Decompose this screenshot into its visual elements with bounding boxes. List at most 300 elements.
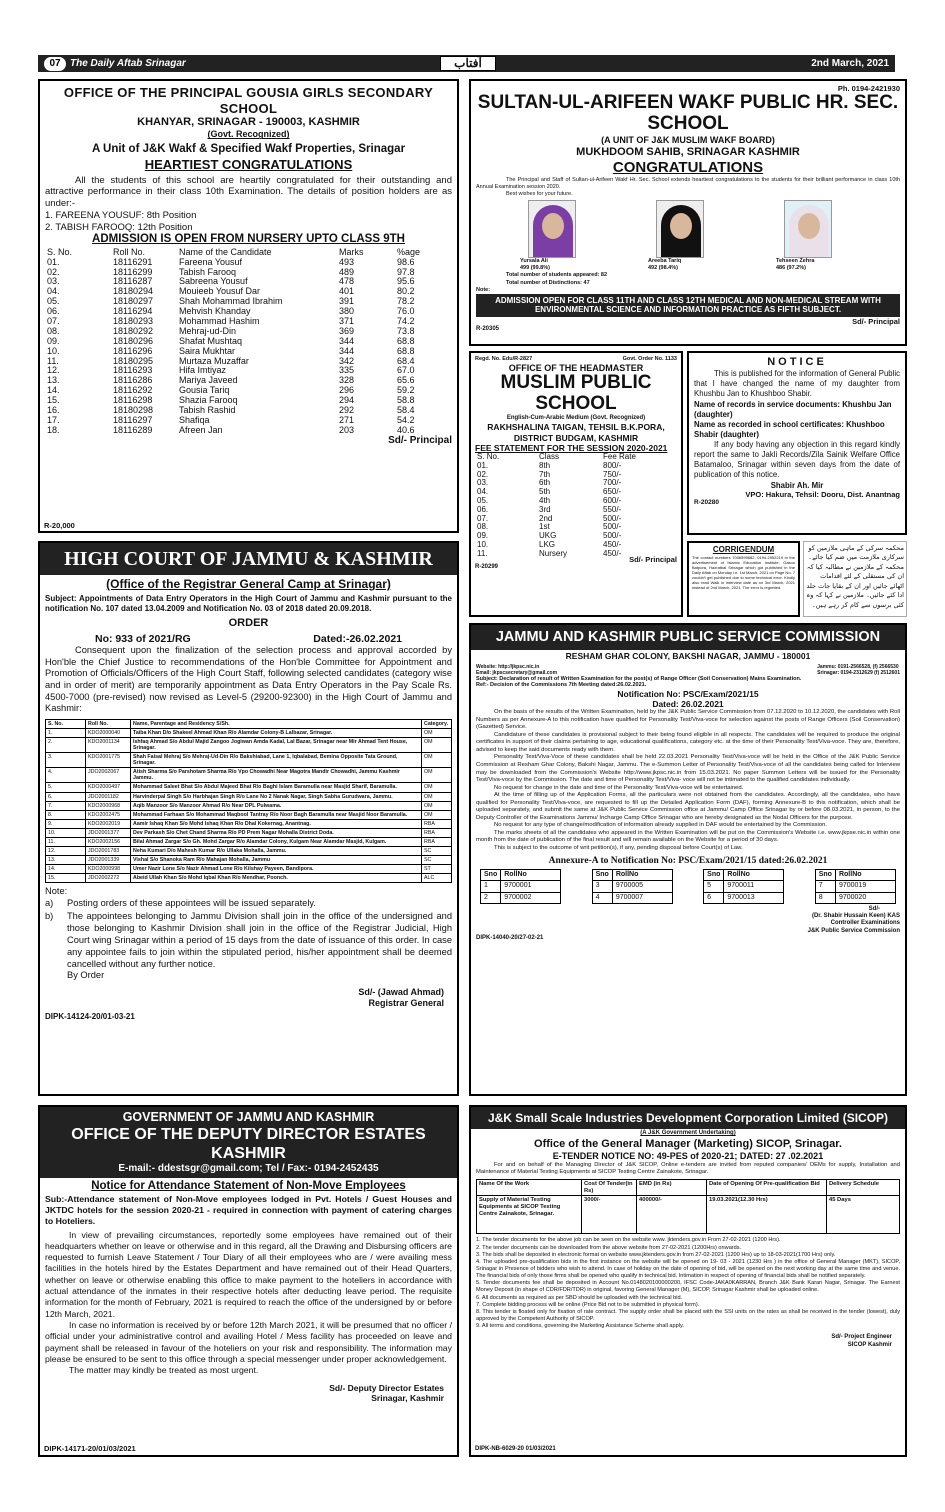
table-cell: 18180293 bbox=[113, 316, 154, 326]
jkpsc-sign-3: J&K Public Service Commission bbox=[807, 927, 900, 934]
table-cell: Bilal Ahmad Zargar S/o Gh. Mohd Zargar R/o Alamdar Colony, Kulgam Near Alamdar Masjid, Kulgam. bbox=[131, 837, 422, 846]
table-cell: 74.2 bbox=[397, 316, 415, 326]
jkpsc-email: Email: jkpscsecretary@gmail.com bbox=[476, 669, 558, 676]
sultan-ref: R-20305 bbox=[476, 326, 500, 333]
high-court-sub: (Office of the Registrar General Camp at Srinagar) bbox=[106, 577, 391, 591]
table-cell: 58.4 bbox=[397, 405, 415, 416]
table-cell: 2nd bbox=[539, 513, 553, 523]
corrigendum-body: The contact numbers 7006599682, 0194-2952219 in the advertisement of Islamic Education Institute, Gasoo Batpora, Hazratbal Srinagar which got published in the Daily Aftab on Monday i.e. 1st March, 2021 on Page No. 7 couldn't get published due to some technical error. Kindly also read Walk in interview date as on 3rd March, 2021 instead of 2nd March, 2021. The error is regretted. bbox=[692, 554, 795, 590]
table-cell: JDO2001783 bbox=[86, 847, 131, 856]
table-cell: Vishal S/o Shanoka Ram R/o Mahajan Mohalla, Jammu bbox=[131, 856, 422, 865]
sultan-note: Note: bbox=[476, 286, 491, 293]
table-row bbox=[592, 892, 672, 903]
sultan-title: SULTAN-UL-ARIFEEN WAKF PUBLIC HR. SEC. SCHOOL bbox=[477, 92, 899, 134]
table-header-row bbox=[815, 869, 895, 880]
jkpsc-sign-1: (Dr. Shabir Hussain Keen) KAS bbox=[811, 913, 900, 920]
table-cell: 10. bbox=[47, 345, 60, 356]
jkpsc-sign-2: Controller Examinations bbox=[830, 920, 900, 927]
table-row bbox=[704, 892, 784, 903]
table-cell: Mohammad Saleet Bhat S/o Abdul Majeed Bhat R/o Baghi Islam Baramulla near Masjid Sharif, Baramulla. bbox=[131, 783, 422, 792]
table-row bbox=[815, 892, 895, 903]
table-cell: 11. bbox=[46, 837, 86, 846]
col-header: Date of Opening Of Pre-qualification Bid bbox=[707, 1180, 827, 1196]
table-row bbox=[45, 258, 452, 268]
table-cell: 98.6 bbox=[397, 256, 415, 267]
table-header-row bbox=[704, 869, 784, 880]
table-header-row bbox=[475, 453, 677, 462]
issue-date: 2nd March, 2021 bbox=[811, 57, 889, 69]
table-cell: 68.8 bbox=[397, 335, 415, 346]
table-cell: LKG bbox=[539, 539, 556, 549]
table-row bbox=[45, 337, 452, 347]
sicop-tender-table bbox=[476, 1179, 900, 1234]
topper-score: 486 (97.2%) bbox=[776, 265, 806, 272]
col-header: Sno bbox=[592, 869, 612, 880]
table-cell: 95.6 bbox=[397, 276, 415, 287]
table-cell: KDO2002475 bbox=[86, 810, 131, 819]
table-row bbox=[475, 515, 677, 524]
notice-body-2: Name of records in service documents: Khushbu Jan (daughter) bbox=[694, 399, 892, 419]
table-cell: Dev Parkash S/o Chet Chand Sharma R/o PD Prem Nagar Mohalla District Doda. bbox=[131, 828, 422, 837]
table-cell: 3. bbox=[46, 753, 86, 768]
table-cell: 01. bbox=[47, 256, 60, 267]
table-row bbox=[475, 471, 677, 480]
table-cell: 18180296 bbox=[113, 335, 154, 346]
high-court-ad bbox=[38, 541, 459, 1096]
table-cell: Taiba Khan D/o Shakeel Ahmad Khan R/o Alamdar Colony-B Lalbazar, Srinagar. bbox=[131, 728, 422, 737]
table-cell: 08. bbox=[47, 325, 60, 336]
appointees-table bbox=[45, 719, 452, 883]
jkpsc-phone-srinagar: Srinagar: 0194-2312629 (f) 2512601 bbox=[817, 669, 900, 676]
jkpsc-address: RESHAM GHAR COLONY, BAKSHI NAGAR, JAMMU - 180001 bbox=[565, 651, 811, 662]
sicop-point: 7. Complete bidding process will be online (Price Bid not to be submitted in physical form). bbox=[476, 1301, 700, 1308]
table-cell: 09. bbox=[47, 335, 60, 346]
sicop-point: 2. The tender documents can be downloaded from the above website from 27-02-2021 (1200Hrs) onwards. bbox=[476, 1244, 742, 1251]
notice-body-4: If any body having any objection in this regard kindly report the same to Jakli Records/Zila Sainik Welfare Office Batamaloo, Srinagar within seven days from the date of publication of this notice. bbox=[694, 440, 900, 480]
table-row bbox=[45, 406, 452, 416]
annexure-tables bbox=[476, 867, 900, 906]
table-cell: 391 bbox=[339, 296, 355, 307]
table-cell: KDO2002019 bbox=[86, 819, 131, 828]
table-cell: 14. bbox=[46, 865, 86, 874]
by-order: By Order bbox=[67, 969, 105, 980]
table-cell: 271 bbox=[339, 414, 355, 425]
topper-score: 492 (98.4%) bbox=[648, 265, 678, 272]
order-date: Dated:-26.02.2021 bbox=[313, 632, 402, 645]
table-row bbox=[45, 317, 452, 327]
table-cell: Fareena Yousuf bbox=[179, 256, 243, 267]
table-cell: 650/- bbox=[603, 487, 622, 497]
table-cell: 342 bbox=[339, 355, 355, 366]
annex-sno: 7 bbox=[815, 881, 835, 892]
table-row bbox=[46, 828, 452, 837]
table-cell: 07. bbox=[47, 316, 60, 326]
urdu-news-snippet bbox=[803, 541, 907, 617]
table-cell: Atish Sharma S/o Parshotam Sharma R/o Vpo Chowadhi Near Magotra Mandir Chowadhi, Jammu Kashmir Jammu. bbox=[131, 768, 422, 783]
table-cell: 600/- bbox=[603, 495, 622, 505]
table-cell: JDO2001377 bbox=[86, 828, 131, 837]
table-cell: 500/- bbox=[603, 513, 622, 523]
estates-contact: E-mail:- ddestsgr@gmail.com; Tel / Fax:- 0194-2452435 bbox=[118, 1163, 379, 1175]
table-cell: 489 bbox=[339, 266, 355, 277]
table-row bbox=[46, 865, 452, 874]
table-cell: 09. bbox=[477, 531, 489, 541]
table-cell: 78.2 bbox=[397, 296, 415, 307]
annex-roll-no: 9700011 bbox=[724, 881, 784, 892]
table-row bbox=[45, 357, 452, 367]
table-cell: 335 bbox=[339, 365, 355, 376]
table-cell: SC bbox=[422, 847, 452, 856]
jkpsc-para: Candidature of these candidates is provisional subject to their being found eligible in all respects. The candidates will be required to produce the original certificates in support of their claims pertaining to age, educational qualifications, category etc. at the time of their Personality Test/Viva-voce. They are, therefore, advised to keep the said documents ready with them. bbox=[476, 731, 900, 753]
table-row bbox=[475, 541, 677, 550]
estates-govt: GOVERNMENT OF JAMMU AND KASHMIR bbox=[122, 1110, 375, 1124]
table-cell: Mehvish Khanday bbox=[179, 306, 251, 317]
annex-sno: 3 bbox=[592, 881, 612, 892]
high-court-note: Note: bbox=[45, 886, 68, 897]
table-cell: Mehraj-ud-Din bbox=[179, 325, 237, 336]
topper-card bbox=[776, 200, 856, 272]
table-cell: 76.0 bbox=[397, 306, 415, 317]
estates-para-1: In view of prevailing circumstances, reportedly some employees have remained out of their headquarters whether on leave or otherwise and in this regard, all the Drawing and Disbursing officers are requested to furnish Leave Statement / Tour Diary of all their employees who are / were availing mess facilities in the hotels hired by the Estates Department and have remained out of their Head Quarters, whether on leave or otherwise enabling this office to make payment to the hoteliers in accordance with actual attendance of the inmates in their respective hotels after deducting leave period. The requisite information for the month of February, 2021 is required to reach the office of the undersigned by or before 12th March, 2021. bbox=[45, 1229, 452, 1319]
sicop-point: 3. The bids shall be deposited in electronic format on website www.jktenders.gov.in from 27-02-2021 (1200 Hrs) up to 18-03-2021(1700 Hrs) only. bbox=[476, 1251, 836, 1258]
sicop-point: 4. The uploaded pre-qualification bids in the first instance on the website will be opened on 19- 03 - 2021 (1230 Hrs ) in the office of General Manager (MKT), SICOP, Srinagar in Presence of bidders who wish to attend. In case of holiday on the date of opening of bid, will be opened on the next working day at the same time and venue. The financial bids of only those firms shall be opened who qualify in technical bid. Intimation in respect of opening of financial bids shall be notified separately. bbox=[476, 1258, 900, 1280]
table-cell: 18116298 bbox=[113, 395, 153, 406]
table-cell: JDO2002272 bbox=[86, 874, 131, 883]
table-cell: 750/- bbox=[603, 469, 622, 479]
table-cell: 01. bbox=[477, 460, 489, 470]
table-cell: 03. bbox=[477, 478, 489, 488]
table-cell: 15. bbox=[47, 395, 60, 406]
table-row bbox=[45, 327, 452, 337]
table-cell: 02. bbox=[477, 469, 489, 479]
table-header-row bbox=[481, 869, 561, 880]
table-cell: 500/- bbox=[603, 522, 622, 532]
table-cell: KDO2000968 bbox=[86, 801, 131, 810]
estates-sub: Sub:-Attendance statement of Non-Move employees lodged in Pvt. Hotels / Guest Houses and JKTDC hotels for the session 2020-21 - required in connection with payment of catering charges to Hoteliers. bbox=[45, 1194, 452, 1227]
table-cell: 344 bbox=[339, 345, 355, 356]
sultan-body: The Principal and Staff of Sultan-ul-Arifeen Wakf Hr. Sec. School extends heartiest congratulations to the students for their brilliant performance in class 10th Annual Examination session 2020. bbox=[476, 176, 900, 190]
table-cell: 493 bbox=[339, 256, 355, 267]
sicop-ref: DIPK-NB-6029-20 01/03/2021 bbox=[475, 1445, 556, 1452]
header-left bbox=[44, 57, 186, 71]
jkpsc-ad bbox=[469, 623, 907, 1096]
table-cell: 12. bbox=[46, 847, 86, 856]
table-row bbox=[45, 376, 452, 386]
jkpsc-title: JAMMU AND KASHMIR PUBLIC SERVICE COMMISSION bbox=[471, 625, 905, 650]
jkpsc-phone-jammu: Jammu: 0191-2566528, (f) 2566530 bbox=[817, 663, 899, 670]
note-b-marker: b) bbox=[45, 910, 54, 921]
gousia-body: All the students of this school are heartily congratulated for their outstanding and attractive performance in their class 10th Examination. The details of position holders are as under:- bbox=[45, 174, 452, 210]
jkpsc-para: No request for any type of change/modification of information already supplied in DAF would be entertained by the Commission. bbox=[494, 822, 828, 829]
table-cell: 11. bbox=[477, 548, 488, 558]
high-court-order-line bbox=[45, 633, 452, 646]
table-cell: 40.6 bbox=[397, 424, 415, 435]
fee-table bbox=[475, 453, 677, 559]
table-cell: KDO2000040 bbox=[86, 728, 131, 737]
table-cell: 380 bbox=[339, 306, 355, 317]
sicop-point: 1. The tender documents for the above job can be seen on the website www. jktenders.gov.in From 27-02-2021 (1200 Hrs). bbox=[476, 1237, 781, 1244]
annex-roll-no: 9700001 bbox=[501, 881, 561, 892]
table-cell: 73.8 bbox=[397, 325, 415, 336]
table-row bbox=[475, 488, 677, 497]
annex-roll-no: 9700019 bbox=[835, 881, 895, 892]
table-cell: 4. bbox=[46, 768, 86, 783]
col-header: Roll No. bbox=[86, 719, 131, 728]
gousia-recognized: (Govt. Recognized) bbox=[207, 129, 290, 140]
estates-notice: Notice for Attendance Statement of Non-Move Employees bbox=[91, 1180, 406, 1193]
estates-ref: DIPK-14171-20/01/03/2021 bbox=[44, 1444, 136, 1453]
col-header: Delivery Schedule bbox=[827, 1180, 900, 1196]
col-header: Marks bbox=[339, 246, 364, 257]
cell-delivery: 45 Days bbox=[827, 1196, 900, 1234]
table-cell: 06. bbox=[477, 504, 489, 514]
sultan-wishes: Best wishes for your future. bbox=[506, 191, 573, 198]
cell-emd: 400000/- bbox=[637, 1196, 707, 1234]
table-cell: 296 bbox=[339, 385, 355, 396]
note-a-marker: a) bbox=[45, 898, 54, 909]
table-cell: 15. bbox=[46, 874, 86, 883]
annex-sno: 6 bbox=[704, 892, 724, 903]
table-cell: 3rd bbox=[539, 504, 551, 514]
col-header: RollNo bbox=[724, 869, 784, 880]
table-cell: 8. bbox=[46, 810, 86, 819]
col-header: Sno bbox=[704, 869, 724, 880]
col-header: Name Of the Work bbox=[477, 1180, 582, 1196]
table-cell: Aamir Ishaq Khan S/o Mohd Ishaq Khan R/o Dhal Kokernag, Anantnag. bbox=[131, 819, 422, 828]
table-row bbox=[475, 523, 677, 532]
table-header-row bbox=[592, 869, 672, 880]
table-cell: 65.6 bbox=[397, 375, 415, 386]
newspaper-logo: آفتاب bbox=[440, 56, 496, 71]
muslim-medium: English-Cum-Arabic Medium (Govt. Recognized) bbox=[506, 415, 646, 422]
page-number: 07 bbox=[44, 57, 66, 71]
table-cell: 58.8 bbox=[397, 395, 415, 406]
topper-name: Tehseen Zehra bbox=[776, 258, 815, 265]
annex-roll-no: 9700007 bbox=[612, 892, 672, 903]
table-row bbox=[46, 819, 452, 828]
sultan-phone: Ph. 0194-2421930 bbox=[837, 84, 900, 93]
table-cell: 97.8 bbox=[397, 266, 415, 277]
table-cell: 9. bbox=[46, 819, 86, 828]
table-row bbox=[46, 810, 452, 819]
table-cell: Shah Faisal Mehraj S/o Mehraj-Ud-Din R/o Bakshiabad, Lane 1, Iqbalabad, Bemina Opposite Tata Ground, Srinagar. bbox=[131, 753, 422, 768]
high-court-title: HIGH COURT OF JAMMU & KASHMIR bbox=[40, 543, 457, 575]
table-row bbox=[475, 462, 677, 471]
urdu-text: محکمہ سرکی کے ماہی ملازمین کو سرکاری ملازمت میں ضم کیا جائے۔ محکمہ کے ملازمین نے مطالبہ کیا کہ ان کی مستقلی کے لئے اقدامات اٹھائے جائیں اور ان کے بقایا جات جلد ادا کئے جائیں۔ ملازمین نے کہا کہ وہ کئی برسوں سے کام کر رہے ہیں۔ bbox=[806, 544, 904, 609]
sultan-admission: ADMISSION OPEN FOR CLASS 11TH AND CLASS 12TH MEDICAL AND NON-MEDICAL STREAM WITH ENVIRONMENTAL SCIENCE AND INFORMATION PRACTICE AS FIFTH SUBJECT. bbox=[476, 294, 900, 317]
table-row bbox=[46, 837, 452, 846]
col-header: S. No. bbox=[477, 451, 500, 461]
jkpsc-notification: Notification No: PSC/Exam/2021/15 bbox=[617, 688, 759, 699]
gousia-position-2: 2. TABISH FAROOQ: 12th Position bbox=[45, 221, 193, 233]
table-cell: ST bbox=[422, 865, 452, 874]
table-cell: 2. bbox=[46, 737, 86, 752]
jkpsc-para: On the basis of the results of the Written Examination, held by the J&K Public Service Commission from 07.12.2020 to 10.12.2020, the candidates with Roll Numbers as per Annexure-A to this notification have qualified for Personality Test/Viva-voce for selection against the posts of Range Officers (Soil Conservation) (Gazetted) Service. bbox=[476, 709, 900, 731]
table-cell: OM bbox=[422, 810, 452, 819]
table-cell: Tabish Farooq bbox=[179, 266, 237, 277]
jkpsc-contact-right bbox=[817, 664, 900, 676]
table-cell: 54.2 bbox=[397, 414, 415, 425]
annexure-table bbox=[815, 869, 896, 904]
table-row bbox=[46, 792, 452, 801]
table-cell: 700/- bbox=[603, 478, 622, 488]
table-cell: 03. bbox=[47, 276, 60, 287]
table-cell: 18116291 bbox=[113, 256, 153, 267]
muslim-regd-row bbox=[475, 356, 677, 363]
table-cell: 5th bbox=[539, 487, 551, 497]
table-row bbox=[46, 728, 452, 737]
sicop-intro: For and on behalf of the Managing Director of J&K SICOP, Online e-tenders are invited from reputed companies/ OEMs for supply, Installation and Maintenance of Material Testing Equipments at SICOP Testing Centre Zainakote, Srinagar. bbox=[476, 1161, 900, 1175]
muslim-title: MUSLIM PUBLIC SCHOOL bbox=[500, 372, 652, 415]
table-cell: 10. bbox=[477, 539, 489, 549]
table-cell: 18116289 bbox=[113, 424, 153, 435]
table-cell: 18116297 bbox=[113, 414, 153, 425]
table-row bbox=[477, 1196, 900, 1234]
table-cell: OM bbox=[422, 728, 452, 737]
table-cell: 203 bbox=[339, 424, 355, 435]
table-row bbox=[475, 479, 677, 488]
col-header: Name, Parentage and Residency S/Sh. bbox=[131, 719, 422, 728]
table-cell: 7. bbox=[46, 801, 86, 810]
table-cell: OM bbox=[422, 753, 452, 768]
table-cell: 5. bbox=[46, 783, 86, 792]
table-cell: SC bbox=[422, 856, 452, 865]
topper-card bbox=[520, 200, 600, 272]
col-header: RollNo bbox=[501, 869, 561, 880]
estates-title: OFFICE OF THE DEPUTY DIRECTOR ESTATES KASHMIR bbox=[71, 1126, 426, 1163]
sicop-tender: E-TENDER NOTICE NO: 49-PES of 2020-21; DATED: 27 .02.2021 bbox=[552, 1150, 824, 1161]
table-cell: Harvinderpal Singh S/o Harbhajan Singh R/o Lane No 2 Nanak Nagar, Singh Sabha Gurudwara, Jammu. bbox=[131, 792, 422, 801]
table-row bbox=[815, 881, 895, 892]
gousia-address: KHANYAR, SRINAGAR - 190003, KASHMIR bbox=[137, 116, 360, 129]
table-cell: RBA bbox=[422, 819, 452, 828]
topper-card bbox=[648, 200, 728, 272]
corrigendum-ad bbox=[687, 541, 800, 617]
table-cell: 18116287 bbox=[113, 276, 153, 287]
sultan-appeared: Total number of students appeared: 82 bbox=[506, 272, 608, 279]
table-cell: 450/- bbox=[603, 548, 622, 558]
newspaper-name: The Daily Aftab Srinagar bbox=[70, 57, 186, 69]
estates-sign-2: Srinagar, Kashmir bbox=[371, 1392, 444, 1403]
notice-body-3: Name as recorded in school certificates: Khushboo Shabir (daughter) bbox=[694, 419, 885, 439]
table-row bbox=[592, 881, 672, 892]
table-row bbox=[46, 847, 452, 856]
table-cell: RBA bbox=[422, 828, 452, 837]
jkpsc-para: No request for change in the date and time of the Personality Test/Viva-voce will be entertained. bbox=[494, 784, 744, 791]
gousia-sign: Sd/- Principal bbox=[388, 434, 452, 446]
table-cell: 7th bbox=[539, 469, 551, 479]
table-header-row bbox=[45, 248, 452, 258]
table-cell: 18180292 bbox=[113, 325, 154, 336]
sicop-point: 9. All terms and conditions, governing the Marketing Assistance Scheme shall apply. bbox=[476, 1323, 684, 1330]
table-cell: OM bbox=[422, 783, 452, 792]
sultan-sign: Sd/- Principal bbox=[852, 317, 900, 327]
gousia-title: OFFICE OF THE PRINCIPAL GOUSIA GIRLS SECONDARY SCHOOL bbox=[63, 85, 434, 116]
col-header: Cost Of Tender(in Rs) bbox=[582, 1180, 637, 1196]
muslim-address-1: RAKHSHALINA TAIGAN, TEHSIL B.K.PORA, bbox=[487, 422, 665, 433]
gousia-ref: R-20,000 bbox=[44, 521, 75, 530]
muslim-address-2: DISTRICT BUDGAM, KASHMIR bbox=[513, 432, 639, 443]
table-row bbox=[704, 881, 784, 892]
table-cell: Nursery bbox=[539, 548, 568, 558]
table-cell: Murtaza Muzaffar bbox=[179, 355, 249, 366]
table-cell: Sabreena Yousuf bbox=[179, 276, 248, 287]
table-cell: 18180297 bbox=[113, 296, 154, 307]
annex-sno: 8 bbox=[815, 892, 835, 903]
estates-ad bbox=[38, 1105, 459, 1457]
table-row bbox=[46, 753, 452, 768]
table-cell: 328 bbox=[339, 375, 355, 386]
table-cell: 1st bbox=[539, 522, 550, 532]
table-cell: 12. bbox=[47, 365, 60, 376]
table-cell: Ishfaq Ahmad S/o Abdul Majid Zangoo Jogiwan Amda Kadal, Lal Bazar, Srinagar near Mir Ahmad Tent House, Srinagar. bbox=[131, 737, 422, 752]
jkpsc-para: The marks sheets of all the candidates who appeared in the Written Examination will be put on the Commission's Website i.e. www.jkpse.nic.in within one month from the date of publication of the final result and will remain available on the Website for a period of 30 days. bbox=[476, 829, 900, 844]
table-cell: JDO2001182 bbox=[86, 792, 131, 801]
gousia-position-1: 1. FAREENA YOUSUF: 8th Position bbox=[45, 210, 197, 222]
table-row bbox=[45, 396, 452, 406]
sultan-address: MUKHDOOM SAHIB, SRINAGAR KASHMIR bbox=[576, 145, 800, 158]
muslim-sign: Sd/- Principal bbox=[629, 555, 677, 565]
gousia-school-ad bbox=[38, 79, 459, 533]
estates-para-3: The matter may kindly be treated as most urgent. bbox=[69, 1365, 259, 1376]
sicop-point: 6. All documents as required as per SBD should be uploaded with the technical bid. bbox=[476, 1294, 683, 1301]
annex-roll-no: 9700020 bbox=[835, 892, 895, 903]
col-header: %age bbox=[397, 246, 421, 257]
col-header: S. No. bbox=[47, 246, 73, 257]
table-cell: Saira Mukhtar bbox=[179, 345, 236, 356]
table-cell: 05. bbox=[477, 495, 489, 505]
table-cell: RBA bbox=[422, 837, 452, 846]
muslim-office: OFFICE OF THE HEADMASTER bbox=[508, 362, 644, 373]
annexure-table bbox=[480, 869, 561, 904]
high-court-sign-2: Registrar General bbox=[368, 997, 444, 1008]
col-header: S. No. bbox=[46, 719, 86, 728]
table-cell: 04. bbox=[47, 286, 60, 297]
table-cell: Shafat Mushtaq bbox=[179, 335, 243, 346]
col-header: RollNo bbox=[835, 869, 895, 880]
table-cell: 16. bbox=[47, 405, 60, 416]
table-cell: OM bbox=[422, 792, 452, 801]
annex-roll-no: 9700005 bbox=[612, 881, 672, 892]
note-b-text: The appointees belonging to Jammu Division shall join in the office of the undersigned and those belonging to Kashmir Division shall join in the office of the Registrar Judicial, High Court wing Srinagar within a period of 15 days from the date of issuance of this order. In case any appointee fails to join within the stipulated period, his/her appointment shall be deemed cancelled without any further notice. bbox=[67, 910, 452, 969]
table-cell: 18116293 bbox=[113, 365, 153, 376]
gousia-congrats: HEARTIEST CONGRATULATIONS bbox=[144, 156, 353, 172]
estates-para-2: In case no information is received by or before 12th March 2021, it will be presumed that no officer / official under your administrative control and availing Hotel / Mess facility has proceeded on leave and payment shall be released in favour of the hoteliers on your risk and responsibility. The information may please be ensured to be sent to this office through a special messenger under proper acknowledgement. bbox=[45, 1320, 452, 1364]
cell-cost: 3000/- bbox=[582, 1196, 637, 1234]
jkpsc-ref-line: Ref:- Decision of the Commissions 7th Meeting dated:26.02.2021. bbox=[476, 682, 647, 689]
table-cell: ALC bbox=[422, 874, 452, 883]
table-cell: Mohammad Hashim bbox=[179, 316, 260, 326]
table-cell: 6th bbox=[539, 478, 551, 488]
name-change-notice bbox=[687, 351, 907, 535]
jkpsc-annexure-title: Annexure-A to Notification No: PSC/Exam/2021/15 dated:26.02.2021 bbox=[548, 855, 828, 866]
table-cell: 67.0 bbox=[397, 365, 415, 376]
table-cell: 800/- bbox=[603, 460, 622, 470]
table-cell: 18180295 bbox=[113, 355, 154, 366]
note-a-text: Posting orders of these appointees will be issued separately. bbox=[67, 898, 316, 909]
table-row bbox=[46, 856, 452, 865]
table-row bbox=[481, 892, 561, 903]
cell-work: Supply of Material Testing Equipments at SICOP Testing Centre Zainakote, Srinagar. bbox=[477, 1196, 582, 1234]
table-cell: 17. bbox=[47, 414, 60, 425]
table-cell: 371 bbox=[339, 316, 355, 326]
table-cell: 18116296 bbox=[113, 345, 153, 356]
table-cell: 80.2 bbox=[397, 286, 415, 297]
table-cell: KDO2001134 bbox=[86, 737, 131, 752]
table-cell: KDO2001775 bbox=[86, 753, 131, 768]
sicop-office: Office of the General Manager (Marketing) SICOP, Srinagar. bbox=[534, 1137, 842, 1150]
gousia-unit: A Unit of J&K Wakf & Specified Wakf Properties, Srinagar bbox=[91, 143, 406, 156]
